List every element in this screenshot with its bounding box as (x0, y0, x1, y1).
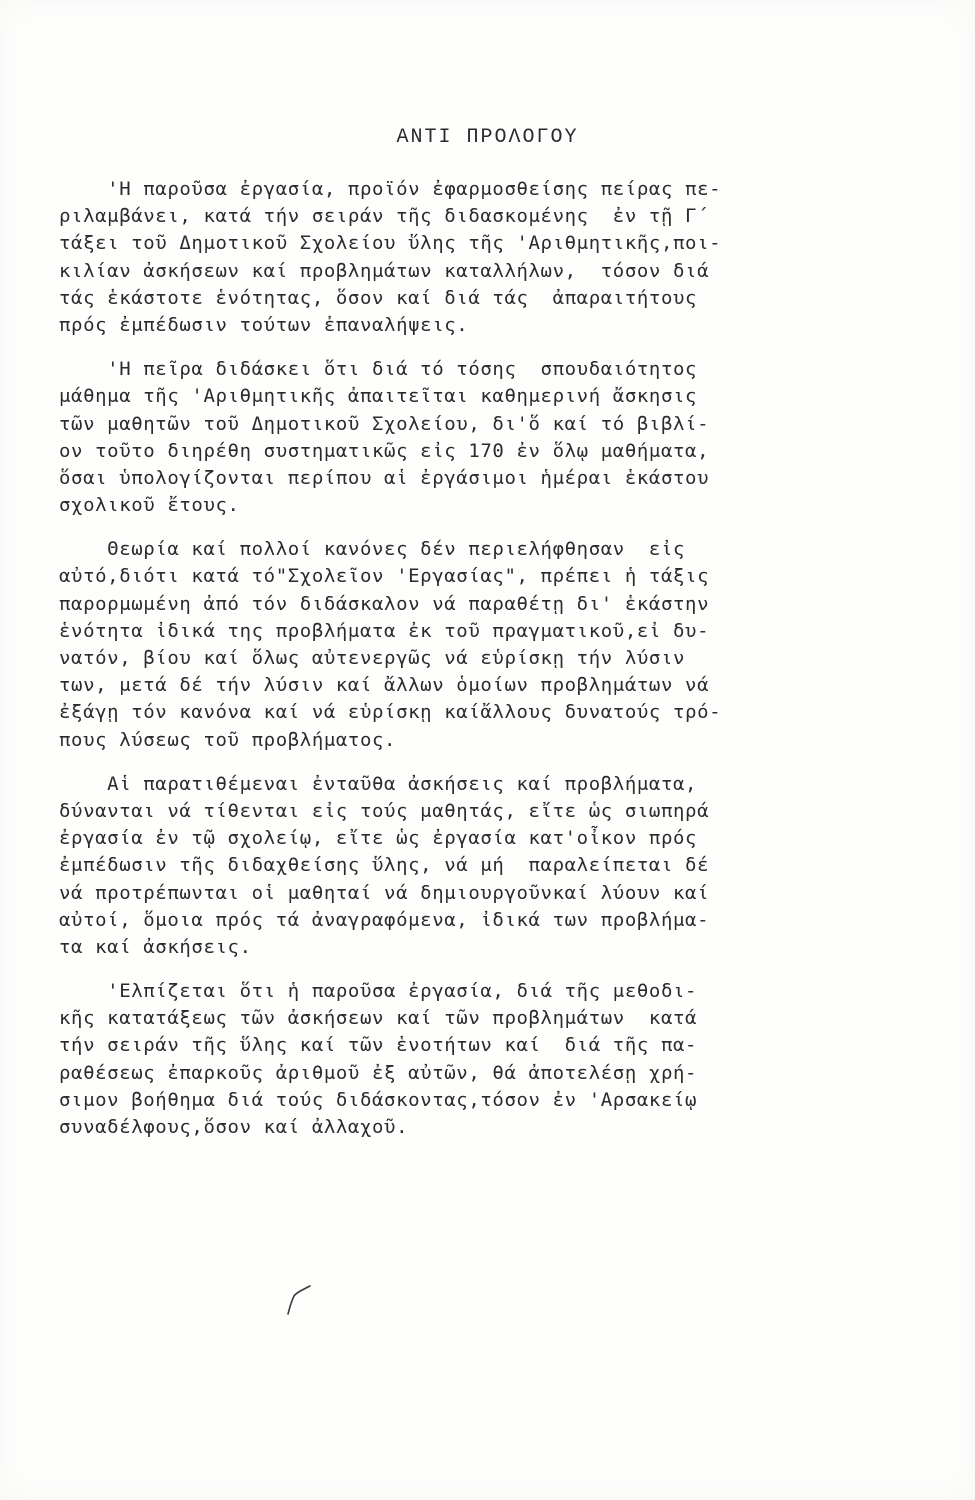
paragraph-4 (59, 771, 859, 961)
text-line: παρορμωμένη ἀπό τόν διδάσκαλον νά παραθέτῃ δι' ἑκάστην (59, 592, 710, 615)
text-line: Αἱ παρατιθέμεναι ἐνταῦθα ἀσκήσεις καί προβλήματα, (59, 772, 698, 795)
text-line: μάθημα τῆς 'Αριθμητικῆς ἀπαιτεῖται καθημερινή ἄσκησις (59, 385, 698, 408)
paragraph-5 (59, 978, 859, 1141)
text-line: νά προτρέπωνται οἱ μαθηταί νά δημιουργοῦνκαί λύουν καί (59, 881, 710, 904)
text-line: ἐργασία ἐν τῷ σχολείῳ, εἴτε ὡς ἐργασία κατ'οἶκον πρός (59, 827, 698, 850)
text-line: 'Ελπίζεται ὅτι ἡ παροῦσα ἐργασία, διά τῆς μεθοδι- (59, 980, 698, 1003)
text-line: δύνανται νά τίθενται εἰς τούς μαθητάς, εἴτε ὡς σιωπηρά (59, 799, 710, 822)
text-line: σιμον βοήθημα διά τούς διδάσκοντας,τόσον ἐν 'Αρσακείῳ (59, 1088, 698, 1111)
text-line: ριλαμβάνει, κατά τήν σειράν τῆς διδασκομένης ἐν τῇ Γ΄ (59, 205, 710, 228)
paragraph-2 (59, 356, 859, 519)
text-line: ἐξάγῃ τόν κανόνα καί νά εὑρίσκῃ καίἄλλους δυνατούς τρό- (59, 701, 722, 724)
text-line: 'Η παροῦσα ἐργασία, προϊόν ἐφαρμοσθείσης πείρας πε- (59, 178, 722, 200)
text-line: τῶν μαθητῶν τοῦ Δημοτικοῦ Σχολείου, δι'ὅ καί τό βιβλί- (59, 412, 710, 435)
text-line: ἑνότητα ἰδικά της προβλήματα ἐκ τοῦ πραγματικοῦ,εἰ δυ- (59, 619, 710, 642)
text-line: Θεωρία καί πολλοί κανόνες δέν περιελήφθησαν εἰς (59, 538, 686, 561)
text-line: κιλίαν ἀσκήσεων καί προβλημάτων καταλλήλων, τόσον διά (59, 259, 710, 282)
text-line: πρός ἐμπέδωσιν τούτων ἐπαναλήψεις. (59, 313, 469, 336)
text-line: ον τοῦτο διηρέθη συστηματικῶς εἰς 170 ἐν ὅλῳ μαθήματα, (59, 439, 710, 462)
pen-mark (280, 1280, 320, 1320)
text-line: αὐτό,διότι κατά τό"Σχολεῖον 'Εργασίας", πρέπει ἡ τάξις (59, 565, 710, 588)
text-line: συναδέλφους,ὅσον καί ἀλλαχοῦ. (59, 1116, 409, 1138)
text-line: σχολικοῦ ἔτους. (59, 494, 240, 517)
text-line: τα καί ἀσκήσεις. (59, 935, 252, 958)
preface-body (59, 176, 859, 1141)
paragraph-1 (59, 176, 859, 339)
text-line: τήν σειράν τῆς ὕλης καί τῶν ἑνοτήτων καί διά τῆς πα- (59, 1034, 698, 1057)
text-line: τάξει τοῦ Δημοτικοῦ Σχολείου ὕλης τῆς 'Αριθμητικῆς,ποι- (59, 232, 722, 255)
text-line: ὅσαι ὑπολογίζονται περίπου αἱ ἐργάσιμοι ἡμέραι ἑκάστου (59, 466, 710, 489)
text-line: 'Η πεῖρα διδάσκει ὅτι διά τό τόσης σπουδαιότητος (59, 358, 698, 381)
text-line: αὐτοί, ὅμοια πρός τά ἀναγραφόμενα, ἰδικά των προβλήμα- (59, 908, 710, 931)
text-line: των, μετά δέ τήν λύσιν καί ἄλλων ὁμοίων προβλημάτων νά (59, 674, 710, 697)
page-title: ΑΝΤΙ ΠΡΟΛΟΓΟΥ (396, 126, 579, 149)
text-line: πους λύσεως τοῦ προβλήματος. (59, 728, 397, 751)
text-line: κῆς κατατάξεως τῶν ἀσκήσεων καί τῶν προβλημάτων κατά (59, 1007, 698, 1030)
text-line: τάς ἑκάστοτε ἑνότητας, ὅσον καί διά τάς ἀπαραιτήτους (59, 286, 698, 309)
text-line: ραθέσεως ἐπαρκοῦς ἀριθμοῦ ἐξ αὐτῶν, θά ἀποτελέσῃ χρή- (59, 1061, 698, 1084)
text-line: ἐμπέδωσιν τῆς διδαχθείσης ὕλης, νά μή παραλείπεται δέ (59, 854, 710, 877)
text-line: νατόν, βίου καί ὅλως αὐτενεργῶς νά εὑρίσκῃ τήν λύσιν (59, 647, 686, 669)
paragraph-3 (59, 536, 859, 754)
